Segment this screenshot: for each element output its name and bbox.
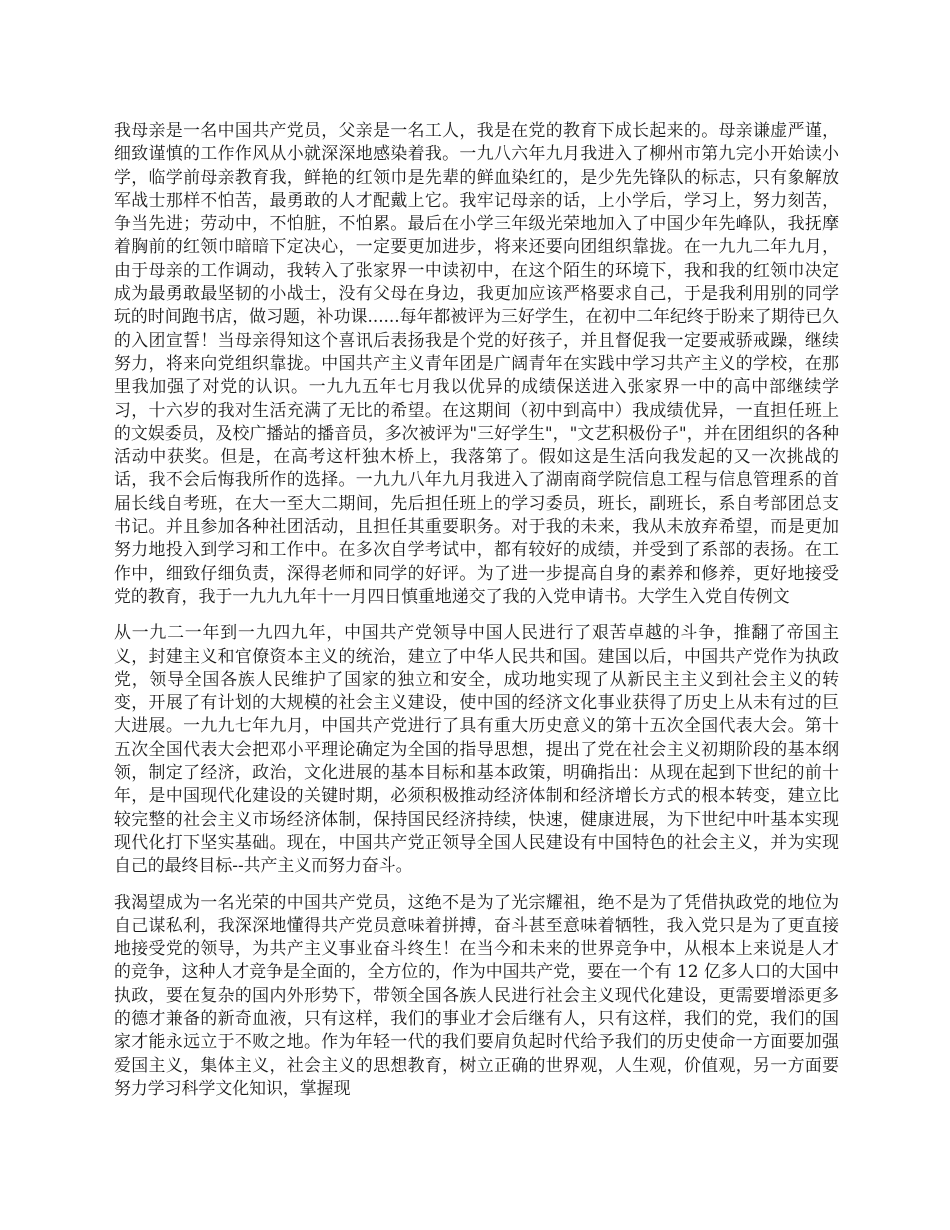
paragraph-1: 我母亲是一名中国共产党员，父亲是一名工人，我是在党的教育下成长起来的。母亲谦虚严谨，细致谨慎的工作作风从小就深深地感染着我。一九八六年九月我进入了柳州市第九完小开始读小学，临学前母亲教育我，鲜艳的红领巾是先辈的鲜血染红的，是少先先锋队的标志，只有象解放军战士那样不怕苦，最勇敢的人才配戴上它。我牢记母亲的话，上小学后，学习上，努力刻苦，争当先进；劳动中，不怕脏，不怕累。最后在小学三年级光荣地加入了中国少年先峰队，我抚摩着胸前的红领巾暗暗下定决心，一定要更加进步，将来还要向团组织靠拢。在一九九二年九月，由于母亲的工作调动，我转入了张家界一中读初中，在这个陌生的环境下，我和我的红领巾决定成为最勇敢最坚韧的小战士，没有父母在身边，我更加应该严格要求自己，于是我利用别的同学玩的时间跑书店，做习题，补功课......每年都被评为三好学生，在初中二年纪终于盼来了期待已久的入团宣誓！当母亲得知这个喜讯后表扬我是个党的好孩子，并且督促我一定要戒骄戒躁，继续努力，将来向党组织靠拢。中国共产主义青年团是广阔青年在实践中学习共产主义的学校，在那里我加强了对党的认识。一九九五年七月我以优异的成绩保送进入张家界一中的高中部继续学习，十六岁的我对生活充满了无比的希望。在这期间（初中到高中）我成绩优异，一直担任班上的文娱委员，及校广播站的播音员，多次被评为"三好学生"，"文艺积极份子"，并在团组织的各种活动中获奖。但是，在高考这杆独木桥上，我落第了。假如这是生活向我发起的又一次挑战的话，我不会后悔我所作的选择。一九九八年九月我进入了湖南商学院信息工程与信息管理系的首届长线自考班，在大一至大二期间，先后担任班上的学习委员，班长，副班长，系自考部团总支书记。并且参加各种社团活动，且担任其重要职务。对于我的未来，我从未放弃希望，而是更加努力地投入到学习和工作中。在多次自学考试中，都有较好的成绩，并受到了系部的表扬。在工作中，细致仔细负责，深得老师和同学的好评。为了进一步提高自身的素养和修养，更好地接受党的教育，我于一九九九年十一月四日慎重地递交了我的入党申请书。大学生入党自传例文: [114, 120, 839, 606]
paragraph-2: 从一九二一年到一九四九年，中国共产党领导中国人民进行了艰苦卓越的斗争，推翻了帝国主义，封建主义和官僚资本主义的统治，建立了中华人民共和国。建国以后，中国共产党作为执政党，领导全国各族人民维护了国家的独立和安全，成功地实现了从新民主主义到社会主义的转变，开展了有计划的大规模的社会主义建设，使中国的经济文化事业获得了历史上从未有过的巨大进展。一九九七年九月，中国共产党进行了具有重大历史意义的第十五次全国代表大会。第十五次全国代表大会把邓小平理论确定为全国的指导思想，提出了党在社会主义初期阶段的基本纲领，制定了经济，政治，文化进展的基本目标和基本政策，明确指出：从现在起到下世纪的前十年，是中国现代化建设的关键时期，必须积极推动经济体制和经济增长方式的根本转变，建立比较完整的社会主义市场经济体制，保持国民经济持续，快速，健康进展，为下世纪中叶基本实现现代化打下坚实基础。现在，中国共产党正领导全国人民建设有中国特色的社会主义，并为实现自己的最终目标--共产主义而努力奋斗。: [114, 622, 839, 876]
paragraph-3: 我渴望成为一名光荣的中国共产党员，这绝不是为了光宗耀祖，绝不是为了凭借执政党的地位为自己谋私利，我深深地懂得共产党员意味着拼搏，奋斗甚至意味着牺牲，我入党只是为了更直接地接受党的领导，为共产主义事业奋斗终生！在当今和未来的世界竞争中，从根本上来说是人才的竞争，这种人才竞争是全面的，全方位的，作为中国共产党，要在一个有 12 亿多人口的大国中执政，要在复杂的国内外形势下，带领全国各族人民进行社会主义现代化建设，更需要增添更多的德才兼备的新奇血液，只有这样，我们的事业才会后继有人，只有这样，我们的党，我们的国家才能永远立于不败之地。作为年轻一代的我们要肩负起时代给予我们的历史使命一方面要加强爱国主义，集体主义，社会主义的思想教育，树立正确的世界观，人生观，价值观，另一方面要努力学习科学文化知识，掌握现: [114, 891, 839, 1098]
document-body: [114, 119, 839, 1113]
